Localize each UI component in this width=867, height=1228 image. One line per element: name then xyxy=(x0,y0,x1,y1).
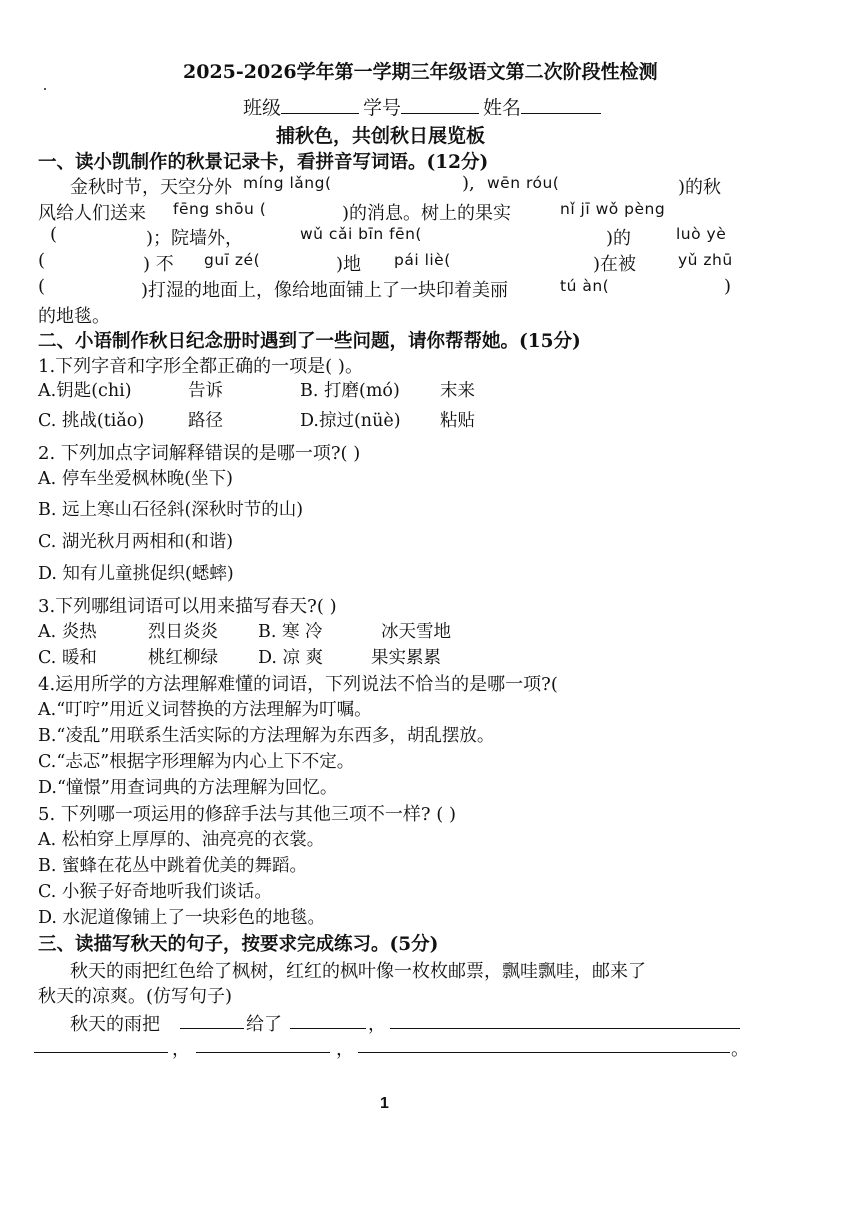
s1-line5-text-a: ( xyxy=(38,276,46,297)
pinyin-yuzhu: yǔ zhū xyxy=(678,251,733,269)
s3-blank-6[interactable] xyxy=(358,1052,730,1053)
q1-option-a[interactable]: A.钥匙(chi) xyxy=(38,381,132,401)
q1-option-c[interactable]: C. 挑战(tiǎo) xyxy=(38,411,145,431)
s3-blank-5[interactable] xyxy=(196,1052,330,1053)
q1-option-a-word: 告诉 xyxy=(188,381,223,401)
q1-option-c-word: 路径 xyxy=(188,411,223,431)
q3-option-b[interactable]: B. 寒 冷 xyxy=(258,622,323,642)
q1-option-b[interactable]: B. 打磨(mó) xyxy=(300,381,400,401)
q2-option-d[interactable]: D. 知有儿童挑促织(蟋蟀) xyxy=(38,564,234,584)
q3-option-d[interactable]: D. 凉 爽 xyxy=(258,648,324,668)
section3-heading: 三、读描写秋天的句子，按要求完成练习。(5分) xyxy=(38,934,439,955)
s3-blank-4[interactable] xyxy=(34,1052,168,1053)
question-3: 3.下列哪组词语可以用来描写春天?( ) xyxy=(38,596,337,617)
q1-option-d-word: 粘贴 xyxy=(440,411,475,431)
q5-option-a[interactable]: A. 松柏穿上厚厚的、油亮亮的衣裳。 xyxy=(38,830,325,850)
pinyin-tuan: tú àn( xyxy=(560,277,610,295)
number-blank[interactable] xyxy=(401,95,479,114)
s1-line5-text-b: )打湿的地面上，像给地面铺上了一块印着美丽 xyxy=(141,280,509,301)
q3-option-a-word: 烈日炎炎 xyxy=(148,622,218,642)
s3-comma-1: ， xyxy=(368,1014,386,1035)
s3-passage-line2: 秋天的凉爽。(仿写句子) xyxy=(38,986,233,1007)
class-label: 班级 xyxy=(243,97,282,119)
s3-comma-3: ， xyxy=(336,1039,354,1060)
q4-option-c[interactable]: C.“忐忑”根据字形理解为内心上下不定。 xyxy=(38,752,355,772)
section1-heading: 一、读小凯制作的秋景记录卡，看拼音写词语。(12分) xyxy=(38,152,489,173)
q2-option-b[interactable]: B. 远上寒山石径斜(深秋时节的山) xyxy=(38,500,304,520)
question-5: 5. 下列哪一项运用的修辞手法与其他三项不一样? ( ) xyxy=(38,804,457,825)
q2-option-c[interactable]: C. 湖光秋月两相和(和谐) xyxy=(38,532,234,552)
class-field xyxy=(243,93,359,120)
s1-line3-text-a: ( xyxy=(50,224,58,245)
q1-option-d[interactable]: D.掠过(nüè) xyxy=(300,411,401,431)
s1-line4-text-d: )在被 xyxy=(593,254,637,275)
pinyin-fengshou: fēng shōu ( xyxy=(173,200,267,218)
page-number: 1 xyxy=(380,1095,389,1112)
s1-line5-text-c: ) xyxy=(724,276,732,297)
q2-option-a[interactable]: A. 停车坐爱枫林晚(坐下) xyxy=(38,469,233,489)
pinyin-pailie: pái liè( xyxy=(394,251,451,269)
page-subtitle: 捕秋色，共创秋日展览板 xyxy=(276,125,486,147)
q3-option-c[interactable]: C. 暖和 xyxy=(38,648,97,668)
pinyin-nijiwopeng: nǐ jī wǒ pèng xyxy=(560,200,666,218)
s3-blank-3[interactable] xyxy=(390,1028,740,1029)
s1-line4-text-c: )地 xyxy=(336,254,362,275)
name-blank[interactable] xyxy=(521,95,601,114)
q1-option-b-word: 末来 xyxy=(440,381,475,401)
name-field xyxy=(483,93,601,120)
s1-line1-text-a: 金秋时节，天空分外 xyxy=(70,177,232,198)
s3-write-gave: 给了 xyxy=(246,1014,282,1035)
s1-line1-text-b: ), xyxy=(462,173,475,194)
q4-option-b[interactable]: B.“凌乱”用联系生活实际的方法理解为东西多，胡乱摆放。 xyxy=(38,726,495,746)
s1-line3-text-c: )的 xyxy=(606,228,632,249)
s1-line1-text-c: )的秋 xyxy=(678,177,722,198)
number-field xyxy=(363,93,479,120)
scan-speck xyxy=(44,88,46,90)
s3-blank-1[interactable] xyxy=(180,1028,244,1029)
q5-option-b[interactable]: B. 蜜蜂在花丛中跳着优美的舞蹈。 xyxy=(38,856,307,876)
pinyin-luoye: luò yè xyxy=(676,225,727,243)
pinyin-wenrou: wēn róu( xyxy=(487,174,560,192)
s1-line2-text-a: 风给人们送来 xyxy=(38,203,146,224)
s3-period: 。 xyxy=(731,1039,749,1060)
pinyin-wucaibinfen: wǔ cǎi bīn fēn( xyxy=(300,225,422,243)
s1-line6-text: 的地毯。 xyxy=(38,306,110,327)
pinyin-minglang: míng lǎng( xyxy=(243,174,332,192)
s3-write-prefix: 秋天的雨把 xyxy=(70,1014,160,1035)
question-4: 4.运用所学的方法理解难懂的词语，下列说法不恰当的是哪一项?( xyxy=(38,674,558,695)
class-blank[interactable] xyxy=(281,95,359,114)
q5-option-c[interactable]: C. 小猴子好奇地听我们谈话。 xyxy=(38,882,272,902)
section2-heading: 二、小语制作秋日纪念册时遇到了一些问题，请你帮帮她。(15分) xyxy=(38,331,581,352)
page-title: 2025-2026学年第一学期三年级语文第二次阶段性检测 xyxy=(183,61,658,83)
s1-line2-text-b: )的消息。树上的果实 xyxy=(342,203,512,224)
q4-option-d[interactable]: D.“憧憬”用查词典的方法理解为回忆。 xyxy=(38,778,338,798)
name-label: 姓名 xyxy=(483,97,522,119)
s3-passage-line1: 秋天的雨把红色给了枫树，红红的枫叶像一枚枚邮票，飘哇飘哇，邮来了 xyxy=(70,961,646,982)
q3-option-a[interactable]: A. 炎热 xyxy=(38,622,97,642)
q3-option-b-word: 冰天雪地 xyxy=(381,622,451,642)
q3-option-c-word: 桃红柳绿 xyxy=(148,648,218,668)
s3-comma-2: ， xyxy=(172,1039,190,1060)
number-label: 学号 xyxy=(363,97,402,119)
s1-line4-text-a: ( xyxy=(38,250,46,271)
s3-blank-2[interactable] xyxy=(290,1028,366,1029)
q3-option-d-word: 果实累累 xyxy=(371,648,441,668)
q5-option-d[interactable]: D. 水泥道像铺上了一块彩色的地毯。 xyxy=(38,908,326,928)
q4-option-a[interactable]: A.“叮咛”用近义词替换的方法理解为叮嘱。 xyxy=(38,700,372,720)
s1-line4-text-b: ) 不 xyxy=(143,254,174,275)
pinyin-guize: guī zé( xyxy=(204,251,261,269)
s1-line3-text-b: )；院墙外， xyxy=(146,228,244,249)
question-2: 2. 下列加点字词解释错误的是哪一项?( ) xyxy=(38,443,361,464)
question-1: 1.下列字音和字形全都正确的一项是( )。 xyxy=(38,356,363,377)
